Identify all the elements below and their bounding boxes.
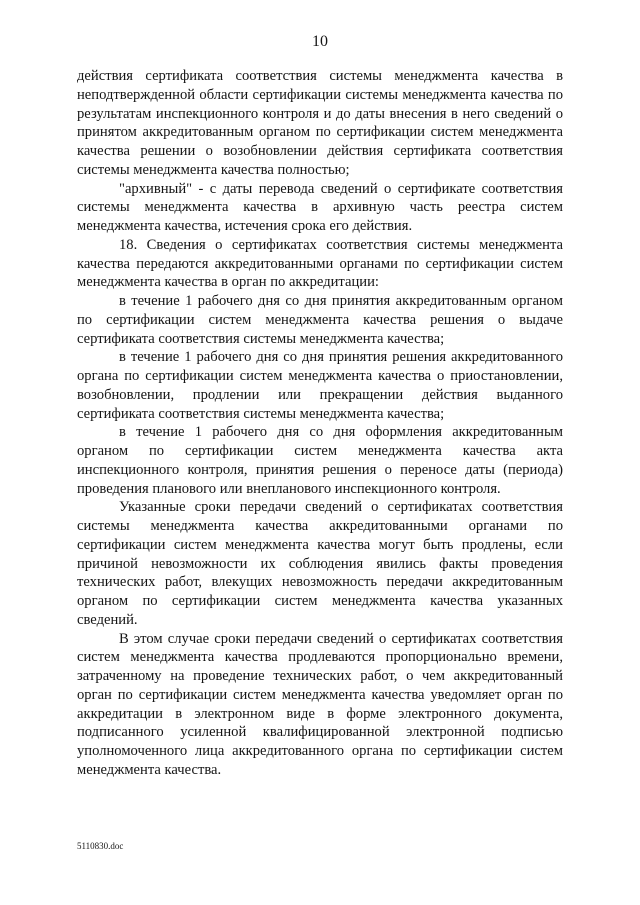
paragraph-term-issuance: в течение 1 рабочего дня со дня принятия аккредитованным органом по сертификации систем менеджмента качества решения о выдаче сертификата соответствия системы менеджмента качества; xyxy=(77,293,563,347)
paragraph-continuation: действия сертификата соответствия системы менеджмента качества в неподтвержденной области сертификации системы менеджмента качества по результатам инспекционного контроля и до даты внесения в него сведений о принятом аккредитованным органом по сертификации систем менеджмента качества решении о возобновлении действия сертификата соответствия системы менеджмента качества полностью; xyxy=(77,68,563,178)
paragraph-clause-18: 18. Сведения о сертификатах соответствия системы менеджмента качества передаются аккредитованными органами по сертификации систем менеджмента качества в орган по аккредитации: xyxy=(77,236,563,291)
paragraph-term-inspection: в течение 1 рабочего дня со дня оформления аккредитованным органом по сертификации систем менеджмента качества акта инспекционного контроля, принятия решения о переносе даты (периода) проведения планового или внепланового инспекционного контроля. xyxy=(77,424,563,497)
document-body xyxy=(77,67,563,780)
paragraph-extension-procedure: В этом случае сроки передачи сведений о сертификатах соответствия систем менеджмента качества продлеваются пропорционально времени, затраченному на проведение технических работ, о чем аккредитованный орган по сертификации систем менеджмента качества уведомляет орган по аккредитации в электронном виде в форме электронного документа, подписанного усиленной квалифицированной электронной подписью уполномоченного лица аккредитованного органа по сертификации систем менеджмента качества. xyxy=(77,630,563,778)
paragraph-archived-status: "архивный" - с даты перевода сведений о сертификате соответствия системы менеджмента качества в архивную часть реестра систем менеджмента качества, истечения срока его действия. xyxy=(77,180,563,234)
page-number: 10 xyxy=(312,33,328,50)
paragraph-term-extension: Указанные сроки передачи сведений о сертификатах соответствия системы менеджмента качества аккредитованными органами по сертификации систем менеджмента качества могут быть продлены, если причиной невозможности их соблюдения явились факты проведения технических работ, влекущих невозможность передачи аккредитованным органом по сертификации систем менеджмента качества указанных сведений. xyxy=(77,499,563,628)
paragraph-term-status-change: в течение 1 рабочего дня со дня принятия решения аккредитованного органа по сертификации систем менеджмента качества о приостановлении, возобновлении, продлении или прекращении действия выданного сертификата соответствия системы менеджмента качества; xyxy=(77,349,563,422)
footer-document-id: 5110830.doc xyxy=(77,841,124,851)
